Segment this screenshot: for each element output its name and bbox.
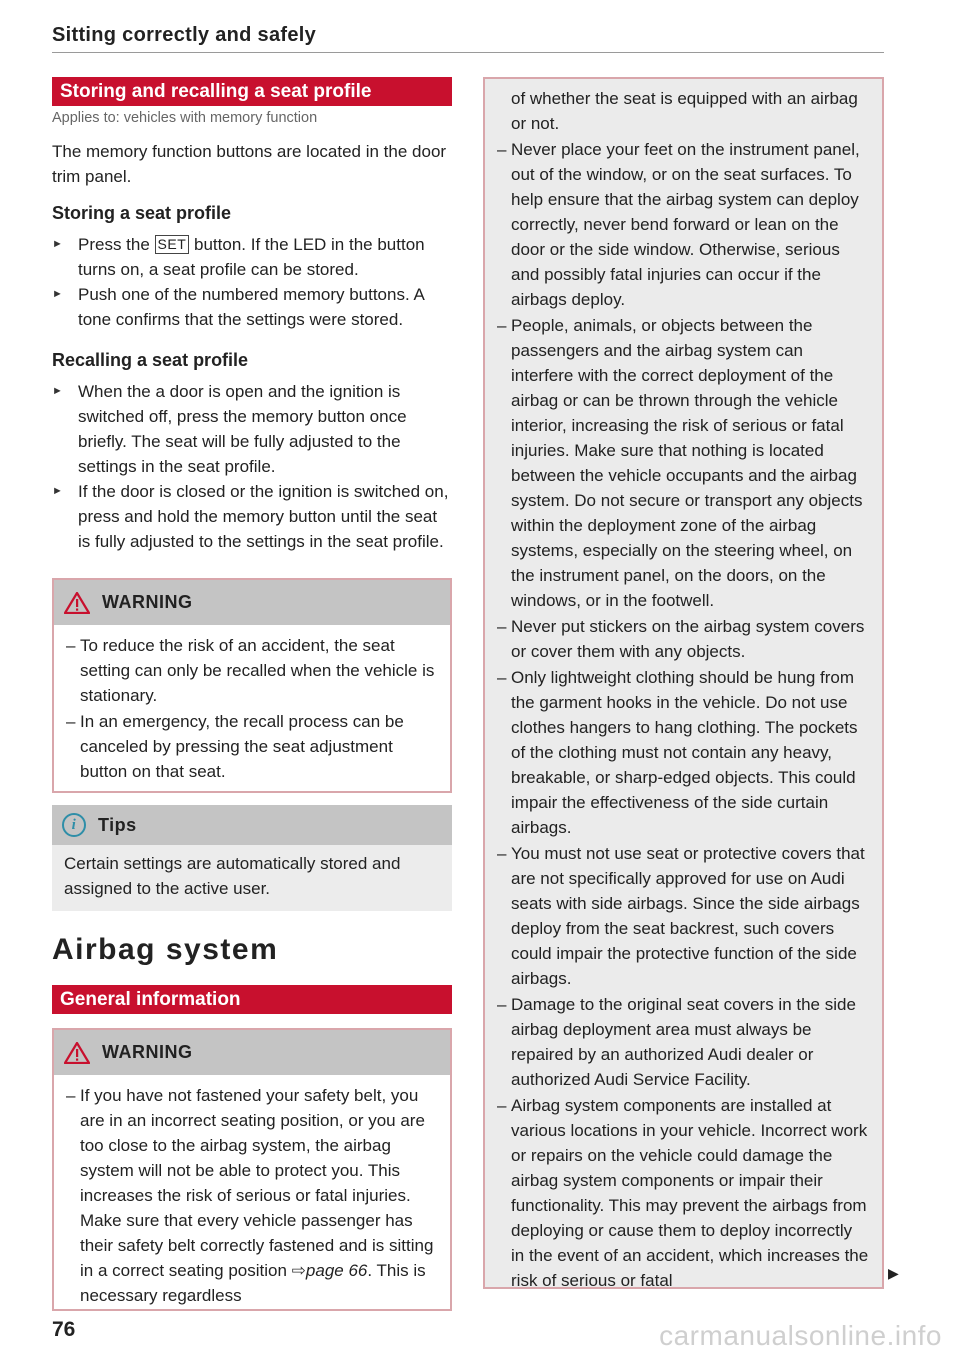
seat-profile-banner: Storing and recalling a seat profile [52, 77, 452, 106]
warning-triangle-icon [64, 592, 90, 614]
list-item [52, 479, 452, 554]
list-item [52, 282, 452, 332]
applies-to-note: Applies to: vehicles with memory function [52, 110, 318, 126]
general-information-banner: General information [52, 985, 452, 1014]
list-item: – Damage to the original seat covers in the side airbag deployment area must always be repaired by an authorized Audi dealer or authorized Audi Service Facility. [497, 995, 856, 1089]
warning-triangle-icon [64, 1042, 90, 1064]
tips-box [52, 805, 452, 911]
warning-header [54, 1030, 450, 1075]
step-triangle-icon: ► [52, 485, 63, 497]
list-item: – In an emergency, the recall process can be canceled by pressing the seat adjustment button on that seat. [66, 712, 404, 781]
warning-text: Airbag system components are installed at various locations in your vehicle. Incorrect work or repairs on the vehicle could damage the airbag system components or impair their functionality. This may prevent the airbags from deploying or cause them to deploy incorrectly in the event of an accident, which increases the risk of serious or fatal [511, 1096, 869, 1290]
warning-label: WARNING [102, 592, 193, 612]
list-item: – You must not use seat or protective covers that are not specifically approved for use on Audi seats with side airbags. Since the side airbags deploy from the seat backrest, such covers could impair the protective function of the side airbags. [497, 844, 865, 988]
step-text: If the door is closed or the ignition is switched on, press and hold the memory button until the seat is fully adjusted to the settings in the seat profile. [78, 482, 449, 551]
set-key-label: SET [155, 235, 190, 254]
info-icon: i [62, 813, 86, 837]
page-reference-link[interactable]: page 66 [305, 1261, 368, 1280]
warning-text: Never place your feet on the instrument panel, out of the window, or on the seat surfaces. To help ensure that the airbag system can deploy correctly, never bend forward or lean on the door or the side window. Otherwise, serious and possibly fatal injuries can occur if the airbags deploy. [511, 140, 860, 309]
header-divider [52, 52, 884, 53]
storing-heading: Storing a seat profile [52, 203, 232, 223]
step-text: Push one of the numbered memory buttons. A tone confirms that the settings were stored. [78, 285, 424, 329]
warning-text: You must not use seat or protective covers that are not specifically approved for use on Audi seats with side airbags. Since the side airbags deploy from the seat backrest, such covers could impair the protective function of the side airbags. [511, 844, 865, 988]
warning-label: WARNING [102, 1042, 193, 1062]
step-triangle-icon: ► [52, 385, 63, 397]
step-triangle-icon: ► [52, 238, 63, 250]
warning-header [54, 580, 450, 625]
tips-header [52, 805, 452, 845]
list-item: – Never place your feet on the instrument panel, out of the window, or on the seat surfaces. To help ensure that the airbag system can deploy correctly, never bend forward or lean on the door or the side window. Otherwise, serious and possibly fatal injuries can occur if the airbags deploy. [497, 140, 860, 309]
list-item: – Airbag system components are installed at various locations in your vehicle. Incorrect work or repairs on the vehicle could damage the airbag system components or impair their functionality. This may prevent the airbags from deploying or cause them to deploy incorrectly in the event of an accident, which increases the risk of serious or fatal [497, 1096, 869, 1290]
warning-text: If you have not fastened your safety belt, you are in an incorrect seating position, or you are too close to the airbag system, the airbag system will not be able to protect you. This increases the risk of serious or fatal injuries. Make sure that every vehicle passenger has their safety belt correctly fastened and is sitting in a correct seating position [80, 1086, 434, 1280]
tips-label: Tips [98, 814, 137, 835]
storing-steps [52, 232, 452, 332]
tips-text: Certain settings are automatically stored and assigned to the active user. [64, 854, 401, 898]
list-item [52, 379, 452, 479]
left-column [52, 77, 452, 1311]
step-triangle-icon: ► [52, 288, 63, 300]
warning-text: . This is necessary regardless [80, 1261, 426, 1305]
watermark: carmanualsonline.info [659, 1320, 942, 1351]
intro-paragraph: The memory function buttons are located in the door trim panel. [52, 142, 447, 186]
warning-text: Never put stickers on the airbag system covers or cover them with any objects. [511, 617, 865, 661]
airbag-section-heading: Airbag system [52, 933, 279, 966]
list-item: – Never put stickers on the airbag system covers or cover them with any objects. [497, 617, 865, 661]
step-text: When the a door is open and the ignition is switched off, press the memory button once briefly. The seat will be fully adjusted to the settings in the seat profile. [78, 382, 407, 476]
warning-text: Only lightweight clothing should be hung from the garment hooks in the vehicle. Do not use clothes hangers to hang clothing. The pockets of the clothing must not contain any heavy, breakable, or sharp-edged objects. This could impair the effectiveness of the side curtain airbags. [511, 668, 858, 837]
airbag-warning-list-continued [497, 137, 870, 1293]
list-item: – People, animals, or objects between the passengers and the airbag system can interfere with the correct deployment of the airbag or can be thrown through the vehicle interior, increasing the risk of serious or fatal injuries. Make sure that nothing is located between the vehicle occupants and the airbag system. Do not secure or transport any objects within the deployment zone of the airbag systems, especially on the steering wheel, on the instrument panel, on the doors, on the windows, or in the footwell. [497, 316, 863, 610]
list-item: – To reduce the risk of an accident, the seat setting can only be recalled when the vehicle is stationary. [66, 636, 435, 705]
right-column-warning-continuation [483, 77, 884, 1289]
recalling-steps [52, 379, 452, 554]
list-item [52, 232, 452, 282]
warning-text: To reduce the risk of an accident, the seat setting can only be recalled when the vehicle is stationary. [80, 636, 435, 705]
warning-list [54, 625, 450, 791]
warning-text: Damage to the original seat covers in the side airbag deployment area must always be repaired by an authorized Audi dealer or authorized Audi Service Facility. [511, 995, 856, 1089]
step-text: Press the [78, 235, 155, 254]
continued-arrow-icon: ▶ [888, 1265, 899, 1281]
running-header: Sitting correctly and safely [52, 24, 317, 46]
step-text: button. If the LED in the button turns on, a seat profile can be stored. [78, 235, 425, 279]
seat-warning-box [52, 578, 452, 793]
recalling-heading: Recalling a seat profile [52, 350, 249, 370]
list-item: – Only lightweight clothing should be hung from the garment hooks in the vehicle. Do not use clothes hangers to hang clothing. The pockets of the clothing must not contain any heavy, breakable, or sharp-edged objects. This could impair the effectiveness of the side curtain airbags. [497, 668, 858, 837]
page-ref-arrow-icon: ⇨ [291, 1261, 306, 1280]
airbag-warning-box [52, 1028, 452, 1311]
list-item: – If you have not fastened your safety belt, you are in an incorrect seating position, or you are too close to the airbag system, the airbag system will not be able to protect you. This increases the risk of serious or fatal injuries. Make sure that every vehicle passenger has their safety belt correctly fastened and is sitting in a correct seating position ⇨page 66. This is necessary regardless [66, 1086, 434, 1305]
page-number: 76 [52, 1318, 76, 1341]
continued-text: of whether the seat is equipped with an airbag or not. [511, 89, 858, 133]
airbag-warning-list [54, 1075, 450, 1308]
warning-text: People, animals, or objects between the passengers and the airbag system can interfere with the correct deployment of the airbag or can be thrown through the vehicle interior, increasing the risk of serious or fatal injuries. Make sure that nothing is located between the vehicle occupants and the airbag system. Do not secure or transport any objects within the deployment zone of the airbag systems, especially on the steering wheel, on the instrument panel, on the doors, on the windows, or in the footwell. [511, 316, 863, 610]
warning-text: In an emergency, the recall process can be canceled by pressing the seat adjustment button on that seat. [80, 712, 404, 781]
